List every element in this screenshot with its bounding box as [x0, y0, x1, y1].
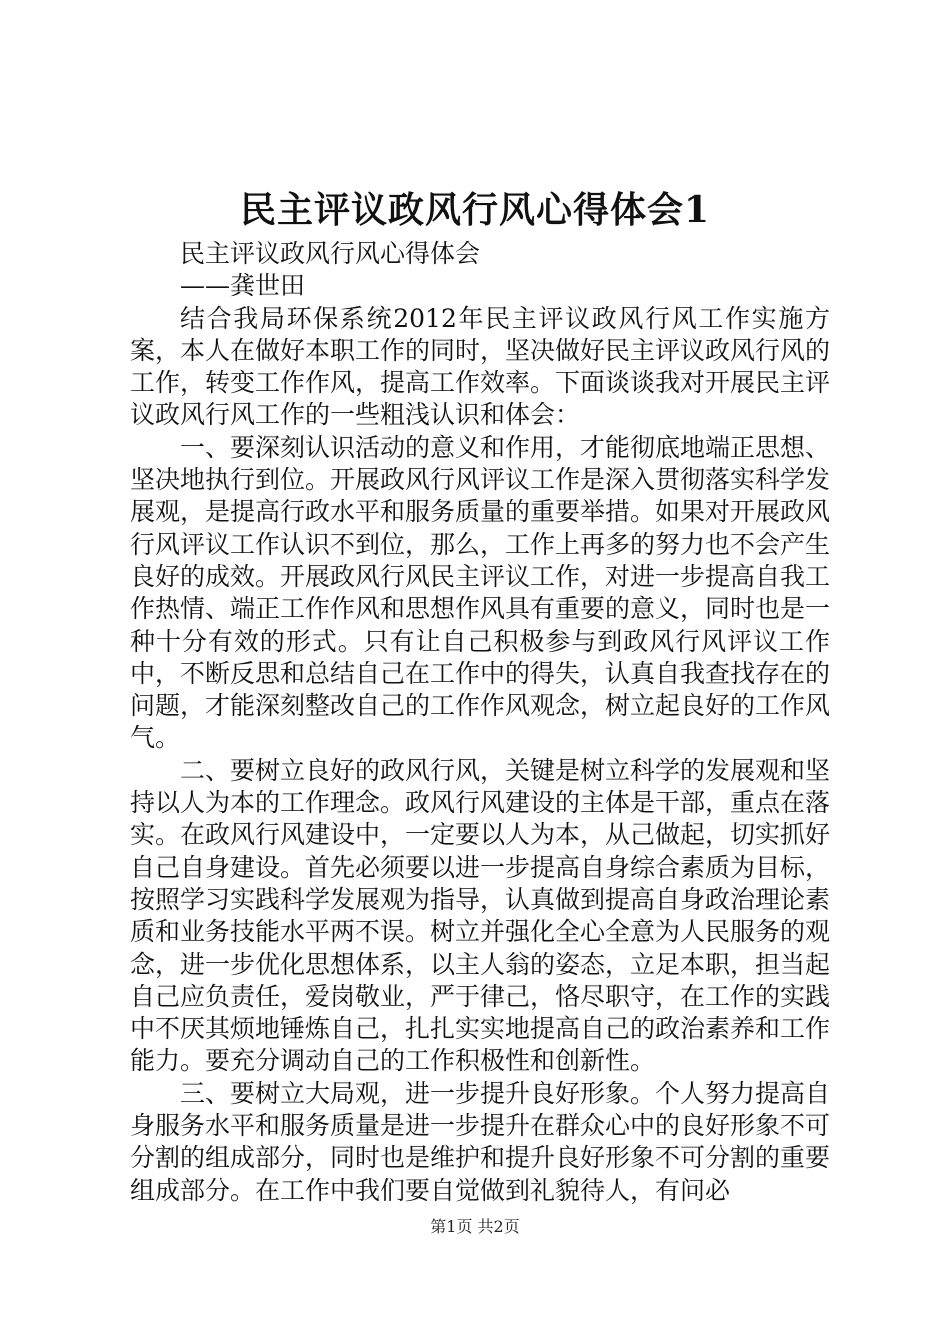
paragraph-section-1: 一、要深刻认识活动的意义和作用，才能彻底地端正思想、坚决地执行到位。开展政风行风评议工作是深入贯彻落实科学发展观，是提高行政水平和服务质量的重要举措。如果对开展政风行风评议工作认识不到位，那么，工作上再多的努力也不会产生良好的成效。开展政风行风民主评议工作，对进一步提高自我工作热情、端正工作作风和思想作风具有重要的意义，同时也是一种十分有效的形式。只有让自己积极参与到政风行风评议工作中，不断反思和总结自己在工作中的得失，认真自我查找存在的问题，才能深刻整改自己的工作作风观念，树立起良好的工作风气。: [130, 432, 831, 753]
author-line: ——龚世田: [180, 271, 306, 301]
paragraph-section-2: 二、要树立良好的政风行风，关键是树立科学的发展观和坚持以人为本的工作理念。政风行风建设的主体是干部，重点在落实。在政风行风建设中，一定要以人为本，从己做起，切实抓好自己自身建设。首先必须要以进一步提高自身综合素质为目标，按照学习实践科学发展观为指导，认真做到提高自身政治理论素质和业务技能水平两不误。树立并强化全心全意为人民服务的观念，进一步优化思想体系，以主人翁的姿态，立足本职，担当起自己应负责任，爱岗敬业，严于律己，恪尽职守，在工作的实践中不厌其烦地锤炼自己，扎扎实实地提高自己的政治素养和工作能力。要充分调动自己的工作积极性和创新性。: [130, 755, 831, 1076]
document-title: 民主评议政风行风心得体会1: [239, 189, 711, 231]
document-body: [130, 238, 830, 1207]
subtitle: 民主评议政风行风心得体会: [180, 239, 481, 268]
paragraph-intro: 结合我局环保系统2012年民主评议政风行风工作实施方案，本人在做好本职工作的同时，坚决做好民主评议政风行风的工作，转变工作作风，提高工作效率。下面谈谈我对开展民主评议政风行风工作的一些粗浅认识和体会：: [130, 303, 831, 430]
page-footer: 第1页 共2页: [430, 1217, 520, 1236]
paragraph-section-3: 三、要树立大局观，进一步提升良好形象。个人努力提高自身服务水平和服务质量是进一步提升在群众心中的良好形象不可分割的组成部分，同时也是维护和提升良好形象不可分割的重要组成部分。在工作中我们要自觉做到礼貌待人，有问必: [130, 1078, 831, 1205]
